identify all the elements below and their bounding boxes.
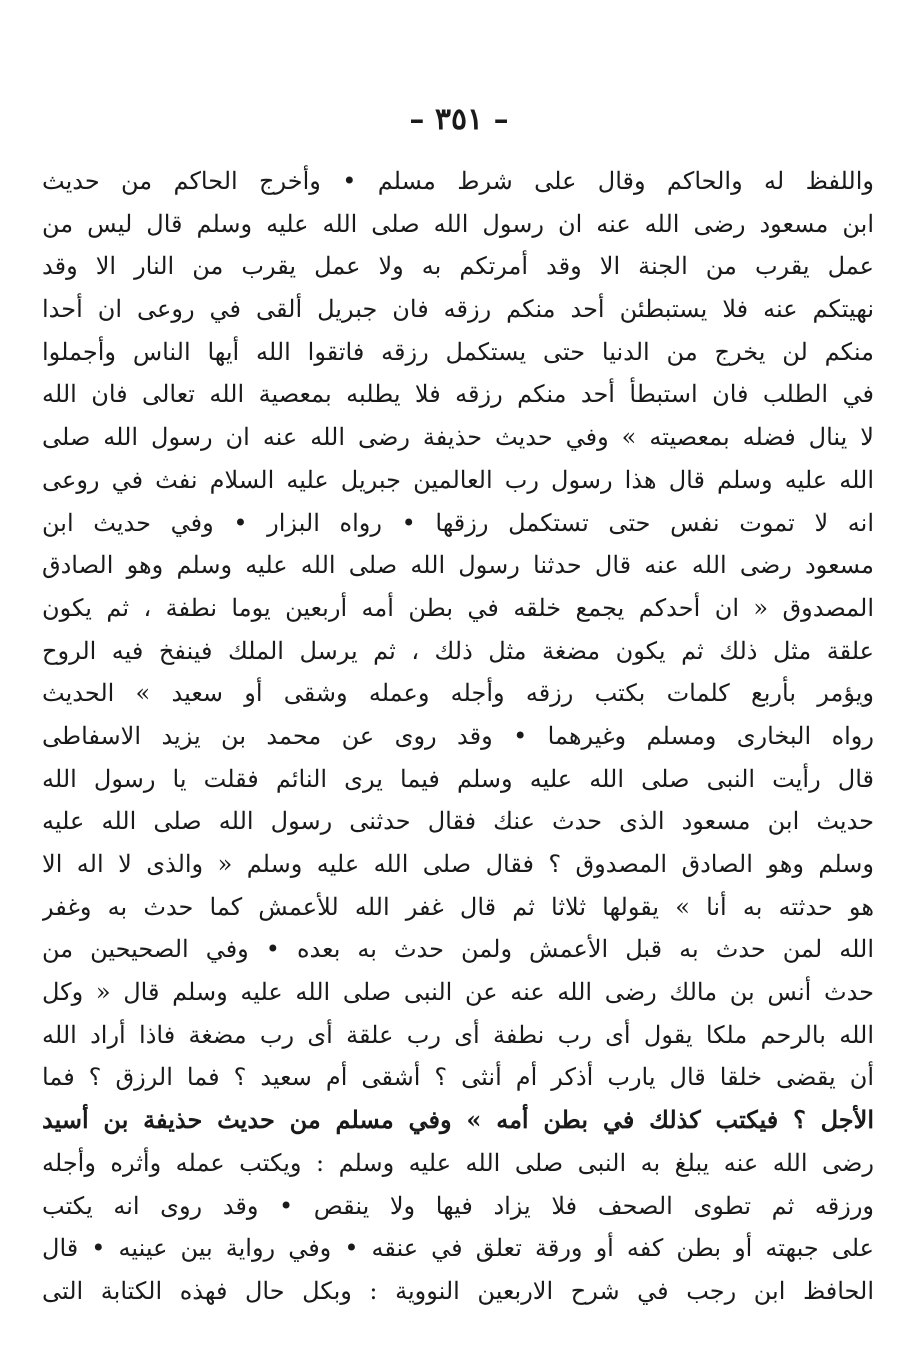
text-line: علقة مثل ذلك ثم يكون مضغة مثل ذلك ، ثم يرسل الملك فينفخ فيه الروح xyxy=(42,636,874,665)
text-line: حديث ابن مسعود الذى حدث عنك فقال حدثنى رسول الله صلى الله عليه xyxy=(42,807,874,836)
text-line: الأجل ؟ فيكتب كذلك في بطن أمه » وفي مسلم من حديث حذيفة بن أسيد xyxy=(42,1105,874,1135)
text-line: ابن مسعود رضى الله عنه ان رسول الله صلى الله عليه وسلم قال ليس من xyxy=(42,209,874,238)
text-line: ويؤمر بأربع كلمات بكتب رزقه وأجله وعمله وشقى أو سعيد » الحديث xyxy=(42,679,874,708)
text-line: رضى الله عنه يبلغ به النبى صلى الله عليه وسلم : ويكتب عمله وأثره وأجله xyxy=(42,1148,874,1177)
text-line: الحافظ ابن رجب في شرح الاربعين النووية : وبكل حال فهذه الكتابة التى xyxy=(42,1276,874,1305)
text-line: على جبهته أو بطن كفه أو ورقة تعلق في عنقه • وفي رواية بين عينيه • قال xyxy=(42,1234,874,1263)
text-line: مسعود رضى الله عنه قال حدثنا رسول الله صلى الله عليه وسلم وهو الصادق xyxy=(42,551,874,580)
text-line: المصدوق « ان أحدكم يجمع خلقه في بطن أمه أربعين يوما نطفة ، ثم يكون xyxy=(42,593,874,622)
text-line: انه لا تموت نفس حتى تستكمل رزقها • رواه البزار • وفي حديث ابن xyxy=(42,508,874,537)
text-line: لا ينال فضله بمعصيته » وفي حديث حذيفة رضى الله عنه ان رسول الله صلى xyxy=(42,423,874,452)
text-line: قال رأيت النبى صلى الله عليه وسلم فيما يرى النائم فقلت يا رسول الله xyxy=(42,764,874,793)
text-line: نهيتكم عنه فلا يستبطئن أحد منكم رزقه فان جبريل ألقى في روعى ان أحدا xyxy=(42,295,874,324)
text-line: الله بالرحم ملكا يقول أى رب نطفة أى رب علقة أى رب مضغة فاذا أراد الله xyxy=(42,1020,874,1049)
body-text xyxy=(42,160,874,1313)
text-line: الله عليه وسلم قال هذا رسول رب العالمين جبريل عليه السلام نفث في روعى xyxy=(42,465,874,494)
text-line: وسلم وهو الصادق المصدوق ؟ فقال صلى الله عليه وسلم « والذى لا اله الا xyxy=(42,850,874,878)
text-line: منكم لن يخرج من الدنيا حتى يستكمل رزقه فاتقوا الله أيها الناس وأجملوا xyxy=(42,337,874,366)
text-line: الله لمن حدث به قبل الأعمش ولمن حدث به بعده • وفي الصحيحين من xyxy=(42,935,874,964)
text-line: في الطلب فان استبطأ أحد منكم رزقه فلا يطلبه بمعصية الله تعالى فان الله xyxy=(42,380,874,409)
text-line: ورزقه ثم تطوى الصحف فلا يزاد فيها ولا ينقص • وقد روى انه يكتب xyxy=(42,1191,874,1220)
text-line: رواه البخارى ومسلم وغيرهما • وقد روى عن محمد بن يزيد الاسفاطى xyxy=(42,721,874,750)
text-line: حدث أنس بن مالك رضى الله عنه عن النبى صلى الله عليه وسلم قال « وكل xyxy=(42,978,874,1007)
page-number: – ٣٥١ – xyxy=(409,102,509,137)
text-line: هو حدثته به أنا » يقولها ثلاثا ثم قال غفر الله للأعمش كما حدث به وغفر xyxy=(42,892,874,921)
text-line: أن يقضى خلقا قال يارب أذكر أم أنثى ؟ أشقى أم سعيد ؟ فما الرزق ؟ فما xyxy=(42,1063,874,1092)
text-line: واللفظ له والحاكم وقال على شرط مسلم • وأخرج الحاكم من حديث xyxy=(42,167,874,195)
text-line: عمل يقرب من الجنة الا وقد أمرتكم به ولا عمل يقرب من النار الا وقد xyxy=(42,252,874,281)
